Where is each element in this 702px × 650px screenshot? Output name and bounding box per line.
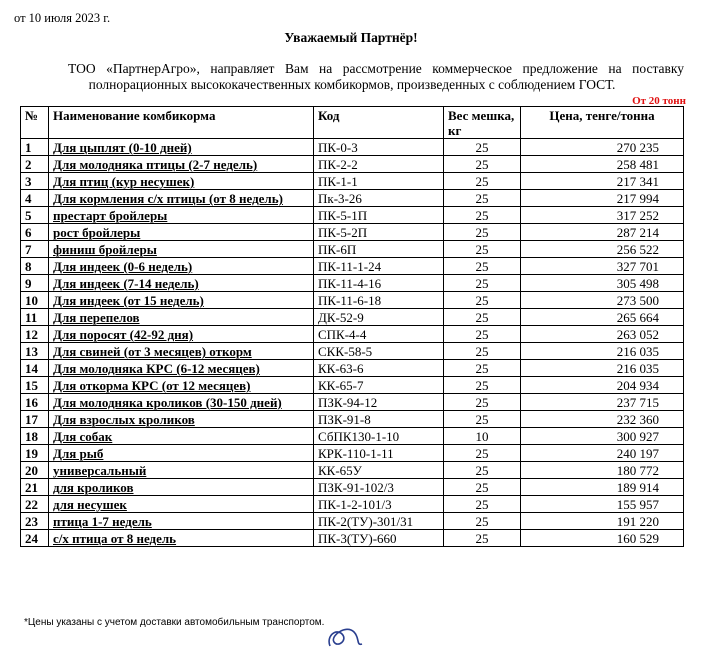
row-number: 16 <box>21 394 49 411</box>
feed-code: Пк-3-26 <box>314 190 444 207</box>
row-number: 11 <box>21 309 49 326</box>
min-order-note: От 20 тонн <box>632 95 686 107</box>
feed-code: ПК-2(ТУ)-301/31 <box>314 513 444 530</box>
feed-name: Для перепелов <box>49 309 314 326</box>
feed-code: ПК-2-2 <box>314 156 444 173</box>
price-per-ton: 217 994 <box>521 190 684 207</box>
feed-name: Для кормления с/х птицы (от 8 недель) <box>49 190 314 207</box>
document-date: от 10 июля 2023 г. <box>14 11 111 25</box>
bag-weight: 25 <box>444 173 521 190</box>
bag-weight: 25 <box>444 496 521 513</box>
row-number: 14 <box>21 360 49 377</box>
bag-weight: 10 <box>444 428 521 445</box>
bag-weight: 25 <box>444 224 521 241</box>
bag-weight: 25 <box>444 292 521 309</box>
row-number: 18 <box>21 428 49 445</box>
intro-line-1: ТОО «ПартнерАгро», направляет Вам на рассмотрение коммерческое предложение на поставку <box>68 61 684 76</box>
feed-name: Для птиц (кур несушек) <box>49 173 314 190</box>
row-number: 19 <box>21 445 49 462</box>
row-number: 5 <box>21 207 49 224</box>
intro-paragraph <box>20 61 684 93</box>
price-per-ton: 317 252 <box>521 207 684 224</box>
feed-name: рост бройлеры <box>49 224 314 241</box>
price-per-ton: 305 498 <box>521 275 684 292</box>
bag-weight: 25 <box>444 377 521 394</box>
table-row <box>21 207 684 224</box>
feed-name: универсальный <box>49 462 314 479</box>
feed-code: ПК-5-1П <box>314 207 444 224</box>
bag-weight: 25 <box>444 258 521 275</box>
feed-name: Для молодняка КРС (6-12 месяцев) <box>49 360 314 377</box>
bag-weight: 25 <box>444 530 521 547</box>
row-number: 4 <box>21 190 49 207</box>
feed-code: ПЗК-94-12 <box>314 394 444 411</box>
bag-weight: 25 <box>444 462 521 479</box>
price-per-ton: 327 701 <box>521 258 684 275</box>
table-row <box>21 445 684 462</box>
price-per-ton: 237 715 <box>521 394 684 411</box>
feed-name: финиш бройлеры <box>49 241 314 258</box>
signature-mark <box>300 606 380 650</box>
table-row <box>21 411 684 428</box>
row-number: 23 <box>21 513 49 530</box>
row-number: 22 <box>21 496 49 513</box>
feed-code: ПК-11-1-24 <box>314 258 444 275</box>
price-per-ton: 300 927 <box>521 428 684 445</box>
feed-name: Для свиней (от 3 месяцев) откорм <box>49 343 314 360</box>
row-number: 6 <box>21 224 49 241</box>
feed-code: КК-65У <box>314 462 444 479</box>
row-number: 24 <box>21 530 49 547</box>
feed-code: ПК-11-4-16 <box>314 275 444 292</box>
feed-name: Для молодняка птицы (2-7 недель) <box>49 156 314 173</box>
feed-code: КК-63-6 <box>314 360 444 377</box>
table-row <box>21 530 684 547</box>
price-per-ton: 265 664 <box>521 309 684 326</box>
table-row <box>21 513 684 530</box>
price-per-ton: 273 500 <box>521 292 684 309</box>
price-per-ton: 232 360 <box>521 411 684 428</box>
feed-name: птица 1-7 недель <box>49 513 314 530</box>
column-header-num: № <box>21 107 49 139</box>
column-header-code: Код <box>314 107 444 139</box>
feed-name: Для рыб <box>49 445 314 462</box>
feed-name: Для индеек (от 15 недель) <box>49 292 314 309</box>
row-number: 9 <box>21 275 49 292</box>
feed-code: ПЗК-91-102/3 <box>314 479 444 496</box>
price-per-ton: 180 772 <box>521 462 684 479</box>
table-row <box>21 394 684 411</box>
table-row <box>21 377 684 394</box>
table-row <box>21 139 684 156</box>
feed-code: ПЗК-91-8 <box>314 411 444 428</box>
feed-code: ПК-0-3 <box>314 139 444 156</box>
table-row <box>21 326 684 343</box>
table-row <box>21 190 684 207</box>
row-number: 8 <box>21 258 49 275</box>
row-number: 21 <box>21 479 49 496</box>
row-number: 7 <box>21 241 49 258</box>
bag-weight: 25 <box>444 139 521 156</box>
greeting-title: Уважаемый Партнёр! <box>284 30 418 45</box>
row-number: 15 <box>21 377 49 394</box>
feed-code: ПК-3(ТУ)-660 <box>314 530 444 547</box>
intro-line-2: полнорационных высококачественных комбикормов, произведенных с соблюдением ГОСТ. <box>88 77 616 92</box>
price-per-ton: 160 529 <box>521 530 684 547</box>
table-row <box>21 462 684 479</box>
column-header-price: Цена, тенге/тонна <box>521 107 684 139</box>
row-number: 2 <box>21 156 49 173</box>
price-per-ton: 216 035 <box>521 343 684 360</box>
table-row <box>21 156 684 173</box>
feed-code: ПК-11-6-18 <box>314 292 444 309</box>
table-row <box>21 224 684 241</box>
feed-name: с/х птица от 8 недель <box>49 530 314 547</box>
price-per-ton: 189 914 <box>521 479 684 496</box>
bag-weight: 25 <box>444 326 521 343</box>
bag-weight: 25 <box>444 275 521 292</box>
bag-weight: 25 <box>444 445 521 462</box>
feed-code: КРК-110-1-11 <box>314 445 444 462</box>
feed-name: для кроликов <box>49 479 314 496</box>
column-header-weight: Вес мешка, кг <box>444 107 521 139</box>
table-row <box>21 343 684 360</box>
table-row <box>21 360 684 377</box>
feed-code: СКК-58-5 <box>314 343 444 360</box>
price-per-ton: 263 052 <box>521 326 684 343</box>
feed-name: Для поросят (42-92 дня) <box>49 326 314 343</box>
footnote: *Цены указаны с учетом доставки автомобильным транспортом. <box>24 617 325 628</box>
row-number: 12 <box>21 326 49 343</box>
feed-code: КК-65-7 <box>314 377 444 394</box>
bag-weight: 25 <box>444 309 521 326</box>
feed-name: Для индеек (0-6 недель) <box>49 258 314 275</box>
feed-name: Для откорма КРС (от 12 месяцев) <box>49 377 314 394</box>
price-per-ton: 258 481 <box>521 156 684 173</box>
price-per-ton: 155 957 <box>521 496 684 513</box>
feed-code: ПК-1-2-101/3 <box>314 496 444 513</box>
feed-code: ДК-52-9 <box>314 309 444 326</box>
row-number: 13 <box>21 343 49 360</box>
table-row <box>21 496 684 513</box>
price-table <box>20 106 684 547</box>
table-header-row <box>21 107 684 139</box>
feed-code: ПК-6П <box>314 241 444 258</box>
bag-weight: 25 <box>444 394 521 411</box>
bag-weight: 25 <box>444 479 521 496</box>
feed-code: СбПК130-1-10 <box>314 428 444 445</box>
table-row <box>21 173 684 190</box>
price-per-ton: 216 035 <box>521 360 684 377</box>
table-row <box>21 275 684 292</box>
row-number: 1 <box>21 139 49 156</box>
table-row <box>21 309 684 326</box>
feed-name: для несушек <box>49 496 314 513</box>
feed-name: Для молодняка кроликов (30-150 дней) <box>49 394 314 411</box>
price-per-ton: 217 341 <box>521 173 684 190</box>
price-per-ton: 270 235 <box>521 139 684 156</box>
bag-weight: 25 <box>444 241 521 258</box>
feed-code: ПК-5-2П <box>314 224 444 241</box>
table-row <box>21 428 684 445</box>
bag-weight: 25 <box>444 190 521 207</box>
price-per-ton: 256 522 <box>521 241 684 258</box>
table-row <box>21 258 684 275</box>
table-row <box>21 479 684 496</box>
feed-name: Для цыплят (0-10 дней) <box>49 139 314 156</box>
bag-weight: 25 <box>444 513 521 530</box>
feed-code: СПК-4-4 <box>314 326 444 343</box>
bag-weight: 25 <box>444 343 521 360</box>
table-row <box>21 292 684 309</box>
row-number: 20 <box>21 462 49 479</box>
bag-weight: 25 <box>444 207 521 224</box>
feed-name: Для индеек (7-14 недель) <box>49 275 314 292</box>
bag-weight: 25 <box>444 360 521 377</box>
bag-weight: 25 <box>444 411 521 428</box>
table-row <box>21 241 684 258</box>
feed-name: Для собак <box>49 428 314 445</box>
price-per-ton: 191 220 <box>521 513 684 530</box>
price-per-ton: 240 197 <box>521 445 684 462</box>
feed-name: престарт бройлеры <box>49 207 314 224</box>
price-per-ton: 204 934 <box>521 377 684 394</box>
bag-weight: 25 <box>444 156 521 173</box>
row-number: 10 <box>21 292 49 309</box>
column-header-name: Наименование комбикорма <box>49 107 314 139</box>
feed-code: ПК-1-1 <box>314 173 444 190</box>
feed-name: Для взрослых кроликов <box>49 411 314 428</box>
price-per-ton: 287 214 <box>521 224 684 241</box>
row-number: 3 <box>21 173 49 190</box>
row-number: 17 <box>21 411 49 428</box>
